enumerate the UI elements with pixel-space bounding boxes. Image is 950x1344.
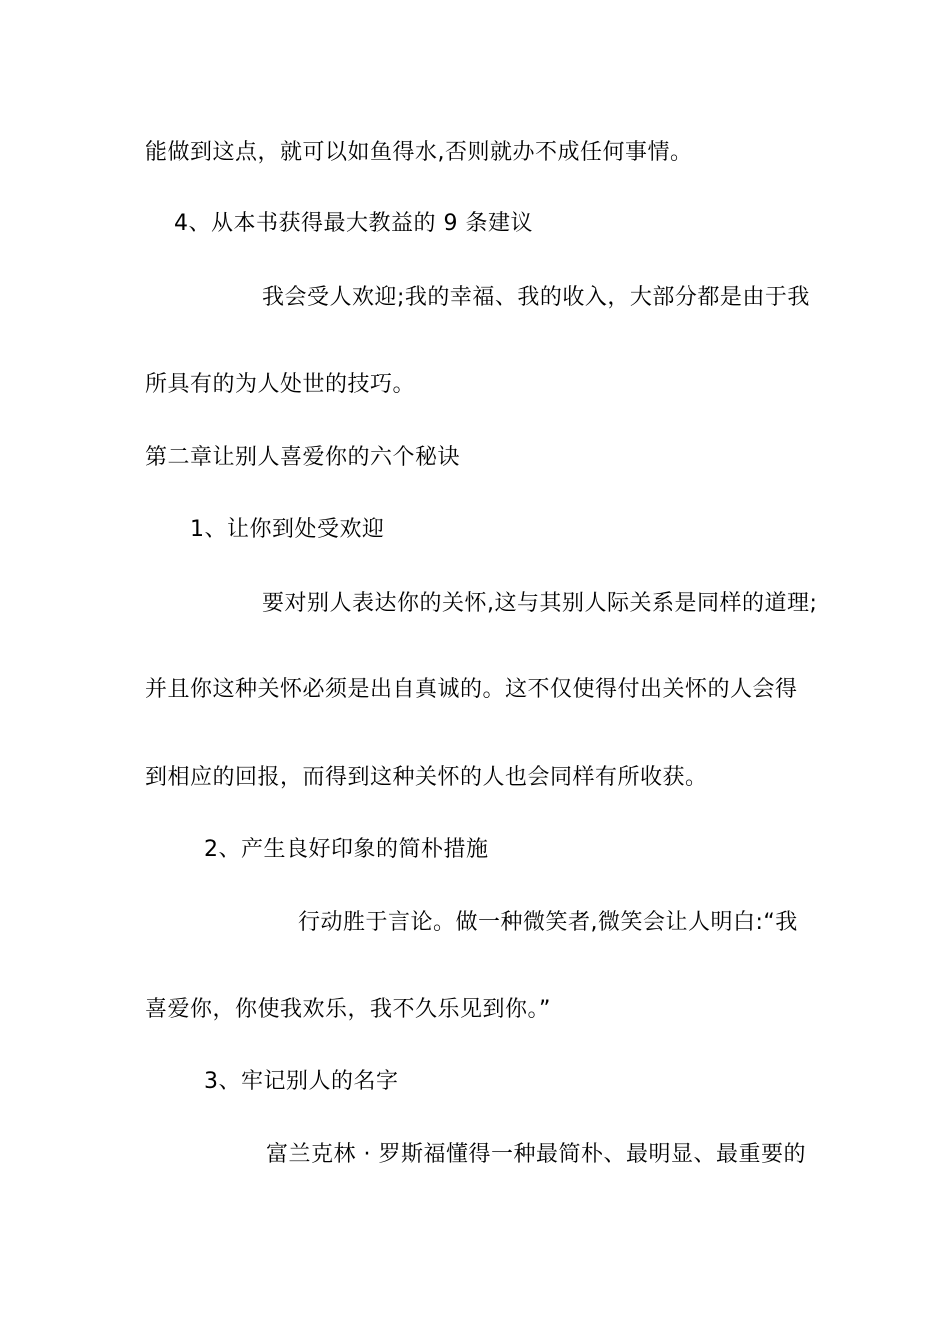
section-heading: 4、从本书获得最大教益的 9 条建议	[174, 211, 533, 236]
chapter-title: 第二章让别人喜爱你的六个秘诀	[145, 445, 461, 470]
paragraph-line: 我会受人欢迎;我的幸福、我的收入，大部分都是由于我	[262, 285, 810, 310]
paragraph-line: 所具有的为人处世的技巧。	[145, 372, 416, 397]
paragraph-line: 到相应的回报，而得到这种关怀的人也会同样有所收获。	[145, 765, 708, 790]
paragraph-line: 富兰克林 · 罗斯福懂得一种最简朴、最明显、最重要的	[266, 1142, 806, 1167]
paragraph-line: 喜爱你，你使我欢乐，我不久乐见到你。”	[145, 997, 551, 1022]
paragraph-line: 并且你这种关怀必须是出自真诚的。这不仅使得付出关怀的人会得	[145, 677, 798, 702]
paragraph-line: 行动胜于言论。做一种微笑者,微笑会让人明白:“我	[298, 910, 798, 935]
paragraph-line: 能做到这点，就可以如鱼得水,否则就办不成任何事情。	[145, 140, 693, 165]
section-heading: 3、牢记别人的名字	[204, 1069, 399, 1094]
section-heading: 1、让你到处受欢迎	[190, 517, 385, 542]
section-heading: 2、产生良好印象的简朴措施	[204, 837, 489, 862]
paragraph-line: 要对别人表达你的关怀,这与其别人际关系是同样的道理;	[262, 591, 818, 616]
